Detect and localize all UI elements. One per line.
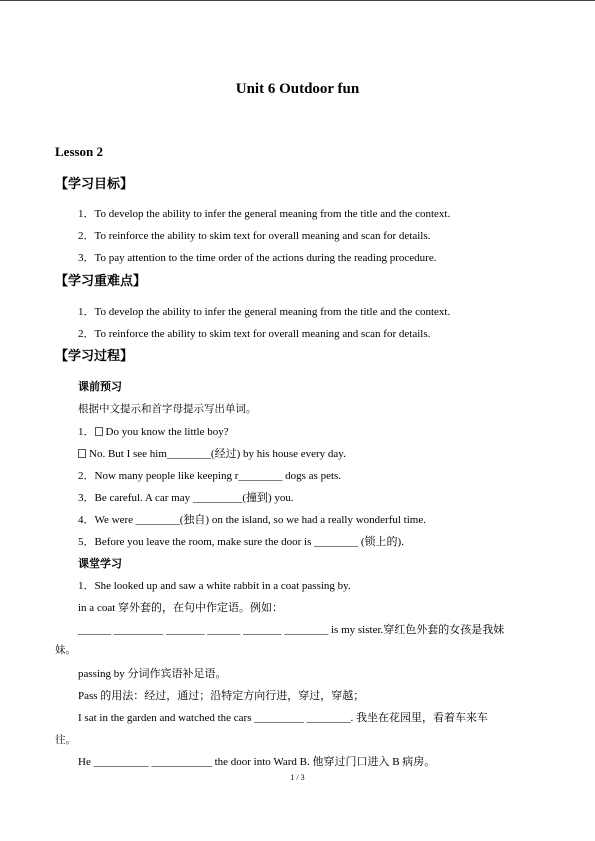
section-key-points-heading: 【学习重难点】 [55,274,147,289]
question-text: No. But I see him________(经过) by his house every day. [89,448,346,460]
preview-question-5: 5．Before you leave the room, make sure the door is ________ (锁上的). [78,536,404,548]
classroom-line: He __________ ___________ the door into Ward B. 他穿过门口进入 B 病房。 [78,756,436,768]
page-number: 1 / 3 [290,773,305,782]
classroom-heading: 课堂学习 [78,557,122,570]
preview-question-4: 4．We were ________(独自) on the island, so we had a really wonderful time. [78,514,426,526]
classroom-line: passing by 分词作宾语补足语。 [78,668,227,680]
goal-item: 1．To develop the ability to infer the general meaning from the title and the context. [78,208,451,220]
checkbox-icon [95,427,103,436]
page-title: Unit 6 Outdoor fun [235,81,360,97]
goal-item: 2．To reinforce the ability to skim text for overall meaning and scan for details. [78,230,431,242]
section-process-heading: 【学习过程】 [55,349,134,364]
goal-item: 3．To pay attention to the time order of the actions during the reading procedure. [78,252,437,264]
section-goals-heading: 【学习目标】 [55,177,134,192]
key-point-item: 2．To reinforce the ability to skim text for overall meaning and scan for details. [78,328,431,340]
classroom-line: ______ _________ _______ ______ _______ ________ is my sister.穿红色外套的女孩是我妹 [78,624,505,636]
checkbox-icon [78,449,86,458]
classroom-line: 往。 [55,734,76,746]
classroom-line: 妹。 [55,644,76,656]
question-text: Do you know the little boy? [105,426,229,438]
top-border [0,0,595,1]
classroom-line: Pass 的用法：经过，通过；沿特定方向行进，穿过，穿越； [78,690,365,702]
question-number: 1． [78,426,95,438]
preview-question-1b [78,447,346,461]
preview-question-2: 2．Now many people like keeping r________ dogs as pets. [78,470,342,482]
preview-heading: 课前预习 [78,380,122,393]
preview-question-3: 3．Be careful. A car may _________(撞到) you. [78,492,294,504]
classroom-line: in a coat 穿外套的，在句中作定语。例如： [78,602,284,614]
classroom-line: I sat in the garden and watched the cars _________ ________. 我坐在花园里，看着车来车 [78,712,488,724]
lesson-heading: Lesson 2 [55,144,104,159]
preview-instruction: 根据中文提示和首字母提示写出单词。 [78,403,257,415]
classroom-line: 1．She looked up and saw a white rabbit in a coat passing by. [78,580,351,592]
key-point-item: 1．To develop the ability to infer the general meaning from the title and the context. [78,306,451,318]
preview-question-1a [78,425,229,439]
